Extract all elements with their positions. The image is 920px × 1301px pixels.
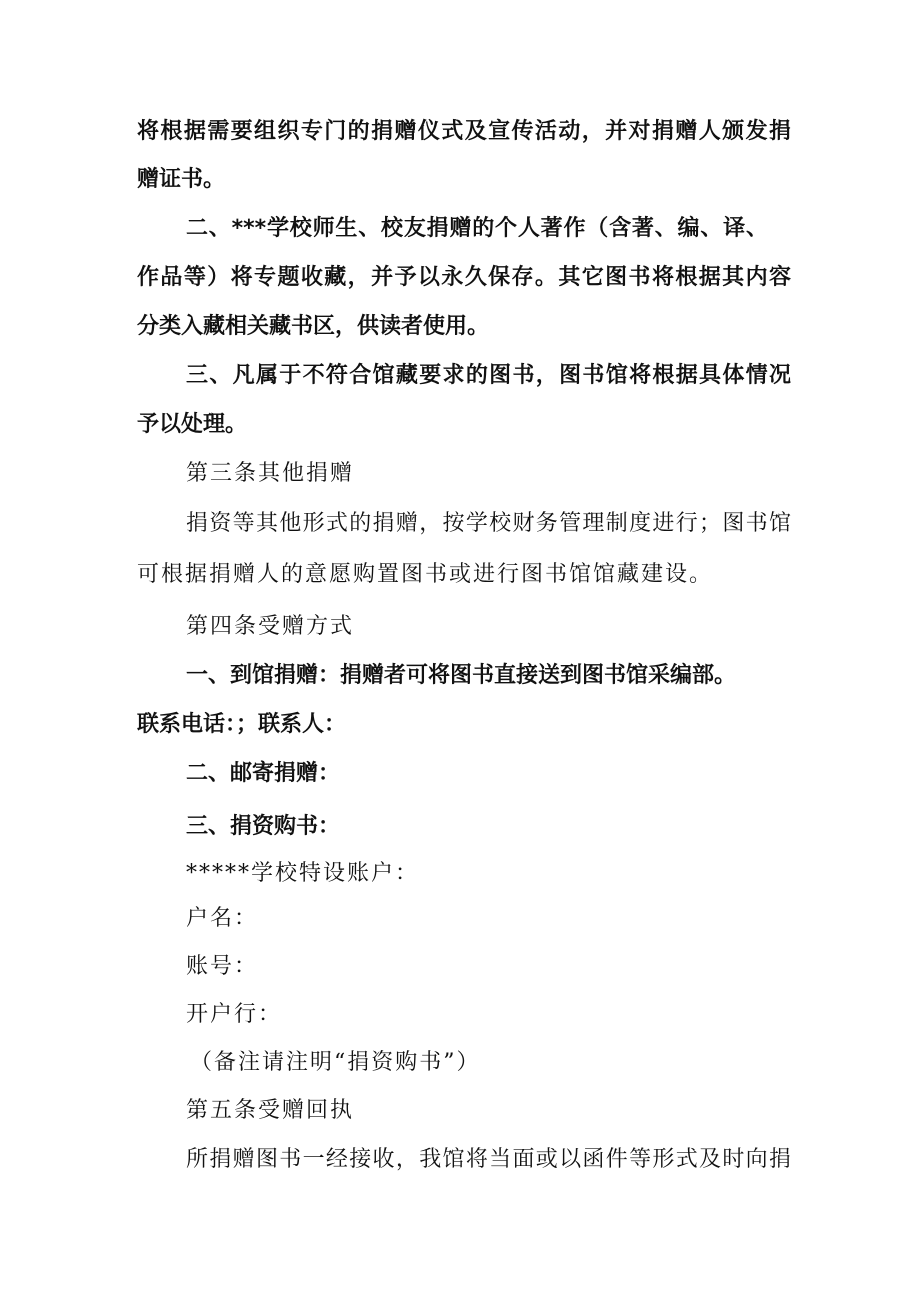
item-two-line-3: 分类入藏相关藏书区，供读者使用。	[137, 314, 490, 339]
item-two-line-2: 作品等）将专题收藏，并予以永久保存。其它图书将根据其内容	[137, 265, 791, 290]
article-4-note: （备注请注明“捐资购书”）	[190, 1050, 481, 1075]
article-5-line-1: 所捐赠图书一经接收，我馆将当面或以函件等形式及时向捐	[186, 1147, 791, 1172]
article-3-line-1: 捐资等其他形式的捐赠，按学校财务管理制度进行；图书馆	[186, 511, 791, 536]
article-4-visit-line-2: 联系电话：；联系人：	[137, 712, 347, 737]
article-4-account-number: 账号：	[186, 954, 259, 979]
article-4-heading: 第四条受赠方式	[186, 614, 355, 639]
article-3-line-2: 可根据捐赠人的意愿购置图书或进行图书馆馆藏建设。	[137, 562, 714, 587]
ceremony-paragraph-line-1: 将根据需要组织专门的捐赠仪式及宣传活动，并对捐赠人颁发捐	[137, 119, 791, 144]
article-4-account-name: 户名：	[186, 906, 259, 931]
article-4-account-title: *****学校特设账户：	[186, 861, 420, 886]
article-4-account-bank: 开户行：	[186, 1002, 283, 1027]
article-4-fund: 三、捐资购书：	[186, 814, 341, 839]
article-3-heading: 第三条其他捐赠	[186, 461, 355, 486]
ceremony-paragraph-line-2: 赠证书。	[137, 167, 226, 192]
item-two-line-1: 二、***学校师生、校友捐赠的个人著作（含著、编、译、	[186, 216, 768, 241]
item-three-line-2: 予以处理。	[137, 412, 248, 437]
article-5-heading: 第五条受赠回执	[186, 1098, 355, 1123]
item-three-line-1: 三、凡属于不符合馆藏要求的图书，图书馆将根据具体情况	[186, 363, 791, 388]
article-4-mail: 二、邮寄捐赠：	[186, 761, 341, 786]
article-4-visit-line-1: 一、到馆捐赠：捐赠者可将图书直接送到图书馆采编部。	[186, 663, 737, 688]
